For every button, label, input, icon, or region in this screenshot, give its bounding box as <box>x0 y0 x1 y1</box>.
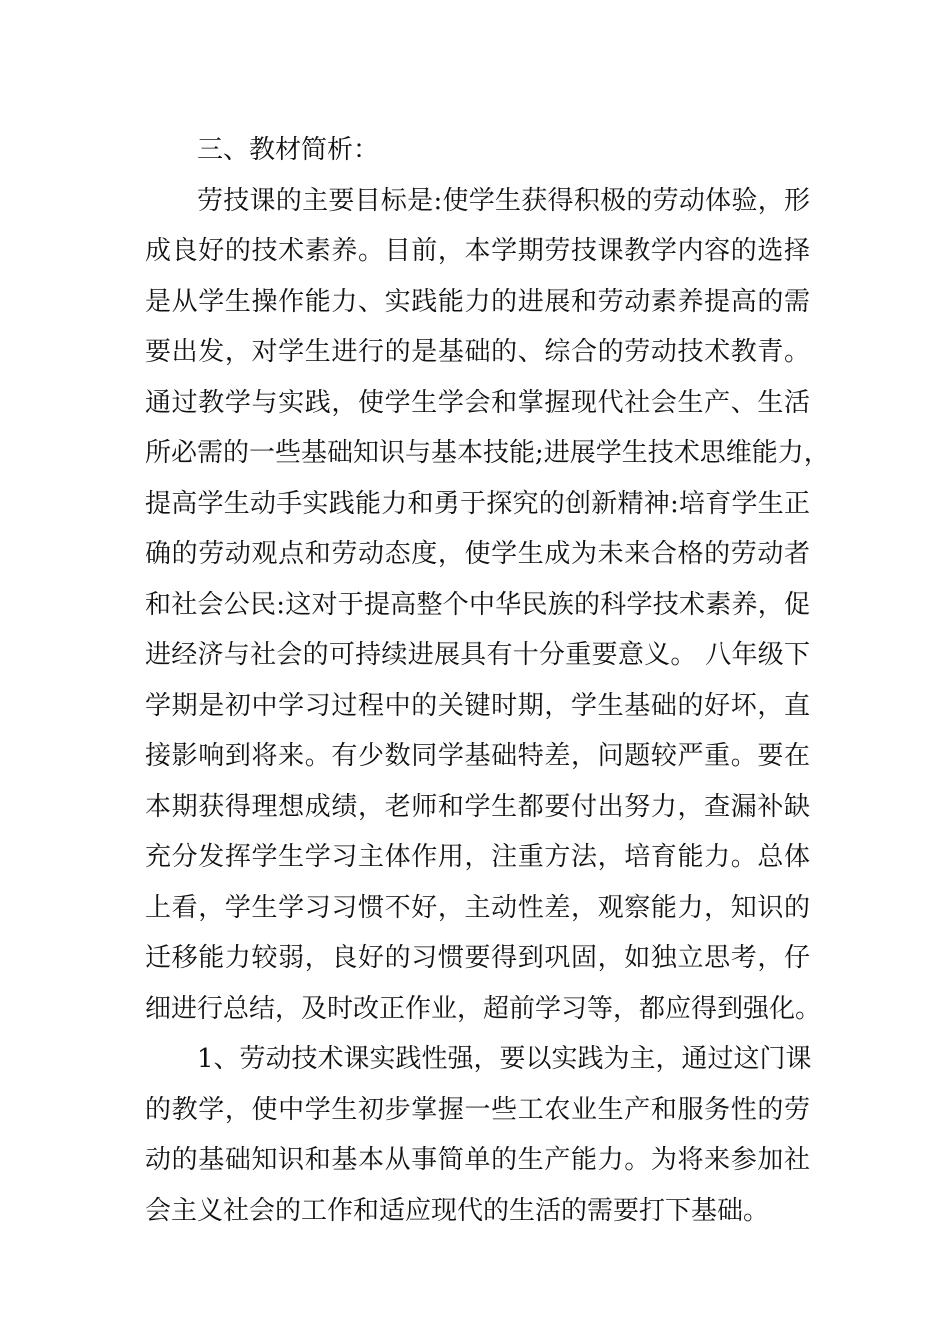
text-line: 确的劳动观点和劳动态度，使学生成为未来合格的劳动者 <box>145 539 810 569</box>
text-line: 通过教学与实践，使学生学会和掌握现代社会生产、生活 <box>145 387 810 418</box>
text-line: 上看，学生学习习惯不好，主动性差，观察能力，知识的 <box>145 892 810 923</box>
section-heading: 三、教材简析： <box>197 135 380 165</box>
text-line: 和社会公民:这对于提高整个中华民族的科学技术素养，促 <box>145 589 810 620</box>
paragraph-item-1 <box>145 1034 810 1236</box>
text-line: 充分发挥学生学习主体作用，注重方法，培育能力。总体 <box>145 842 810 872</box>
paragraph-teaching-analysis <box>145 176 830 1035</box>
text-line: 本期获得理想成绩，老师和学生都要付出努力，查漏补缺 <box>145 791 810 822</box>
text-line: 提高学生动手实践能力和勇于探究的创新精神:培育学生正 <box>145 488 810 519</box>
text-line: 劳技课的主要目标是:使学生获得积极的劳动体验，形 <box>197 185 810 216</box>
text-line: 动的基础知识和基本从事简单的生产能力。为将来参加社 <box>145 1145 810 1175</box>
document-body <box>145 125 830 1236</box>
text-line: 接影响到将来。有少数同学基础特差，问题较严重。要在 <box>145 741 810 771</box>
text-line: 会主义社会的工作和适应现代的生活的需要打下基础。 <box>145 1195 770 1226</box>
text-line: 迁移能力较弱，良好的习惯要得到巩固，如独立思考，仔 <box>145 943 810 973</box>
text-line: 学期是初中学习过程中的关键时期，学生基础的好坏，直 <box>145 690 810 721</box>
text-line: 的教学，使中学生初步掌握一些工农业生产和服务性的劳 <box>145 1094 810 1125</box>
text-line: 成良好的技术素养。目前，本学期劳技课教学内容的选择 <box>145 236 810 266</box>
text-line: 要出发，对学生进行的是基础的、综合的劳动技术教青。 <box>145 337 810 367</box>
text-line: 1、劳动技术课实践性强，要以实践为主，通过这门课 <box>197 1044 812 1074</box>
text-line: 进经济与社会的可持续进展具有十分重要意义。 八年级下 <box>145 640 810 670</box>
text-line: 所必需的一些基础知识与基本技能;进展学生技术思维能力， <box>145 438 830 468</box>
text-line: 是从学生操作能力、实践能力的进展和劳动素养提高的需 <box>145 286 810 317</box>
text-line: 细进行总结，及时改正作业，超前学习等，都应得到强化。 <box>145 993 822 1024</box>
